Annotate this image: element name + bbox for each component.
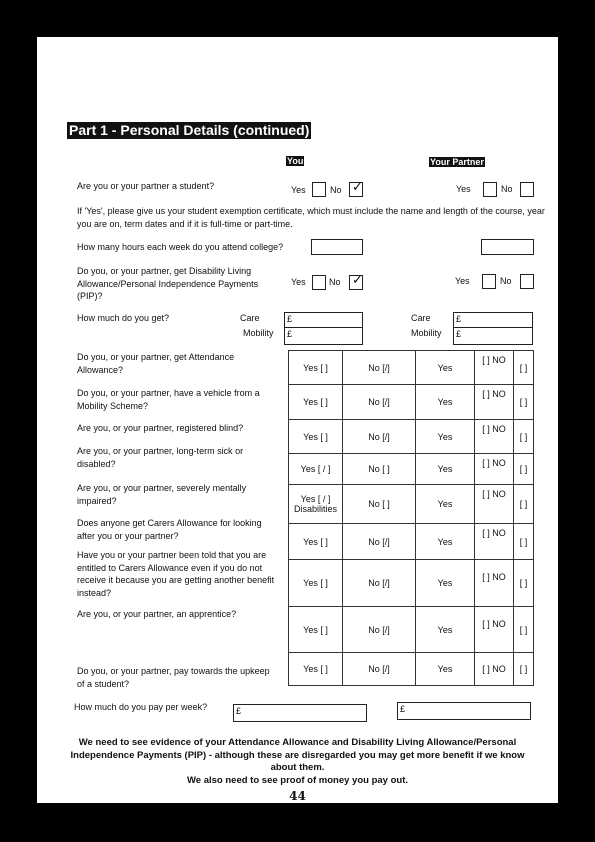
table-row <box>289 560 534 607</box>
you-dla-no-label: No <box>329 277 341 287</box>
partner-student-yes-label: Yes <box>456 184 471 194</box>
you-mobility-label: Mobility <box>243 328 274 338</box>
partner-box-cell[interactable]: [ ] <box>514 524 534 560</box>
partner-box-cell[interactable]: [ ] <box>514 351 534 385</box>
you-dla-yes-checkbox[interactable] <box>312 275 326 290</box>
partner-box-cell[interactable]: [ ] <box>514 420 534 454</box>
partner-care-amount-field[interactable]: £ <box>453 312 533 328</box>
form-page <box>37 37 558 803</box>
partner-dla-yes-checkbox[interactable] <box>482 274 496 289</box>
table-row <box>289 653 534 686</box>
partner-yes-cell: Yes <box>416 607 475 653</box>
question-college-hours: How many hours each week do you attend college? <box>77 242 284 252</box>
you-no-cell[interactable]: No [/] <box>343 351 416 385</box>
partner-no-cell[interactable]: [ ] NO <box>475 607 514 653</box>
partner-box-cell[interactable]: [ ] <box>514 560 534 607</box>
partner-box-cell[interactable]: [ ] <box>514 485 534 524</box>
partner-no-cell[interactable]: [ ] NO <box>475 351 514 385</box>
partner-box-cell[interactable]: [ ] <box>514 607 534 653</box>
partner-dla-no-checkbox[interactable] <box>520 274 534 289</box>
question-long-term-sick: Are you, or your partner, long-term sick or disabled? <box>77 446 244 469</box>
partner-yes-cell: Yes <box>416 454 475 485</box>
you-college-hours-field[interactable] <box>311 239 363 255</box>
partner-yes-cell: Yes <box>416 485 475 524</box>
partner-yes-cell: Yes <box>416 351 475 385</box>
table-row <box>289 351 534 385</box>
partner-yes-cell: Yes <box>416 524 475 560</box>
check-mark-icon: ✓ <box>352 179 363 194</box>
partner-no-cell[interactable]: [ ] NO <box>475 454 514 485</box>
question-attendance-allowance: Do you, or your partner, get Attendance Allowance? <box>77 352 235 375</box>
question-registered-blind: Are you, or your partner, registered blind? <box>77 423 244 433</box>
partner-yes-cell: Yes <box>416 385 475 420</box>
you-no-cell[interactable]: No [/] <box>343 560 416 607</box>
check-mark-icon: ✓ <box>352 272 363 287</box>
partner-mobility-amount-field[interactable]: £ <box>453 327 533 345</box>
partner-no-cell[interactable]: [ ] NO <box>475 524 514 560</box>
partner-dla-yes-label: Yes <box>455 276 470 286</box>
page-title: Part 1 - Personal Details (continued) <box>69 122 310 138</box>
you-yes-cell[interactable] <box>289 485 343 524</box>
evidence-notice-text: We need to see evidence of your Attendance Allowance and Disability Living Allowance/Personal Independence Payments (PIP) - although these are disregarded you may get more benefit if we know about them. <box>70 737 525 773</box>
question-how-much: How much do you get? <box>77 313 170 323</box>
page-number: 44 <box>289 789 306 803</box>
partner-student-no-checkbox[interactable] <box>520 182 534 197</box>
partner-yes-cell: Yes <box>416 560 475 607</box>
question-mentally-impaired: Are you, or your partner, severely mentally impaired? <box>77 483 247 506</box>
you-no-cell[interactable]: No [ ] <box>343 485 416 524</box>
you-no-cell[interactable]: No [/] <box>343 420 416 454</box>
question-apprentice: Are you, or your partner, an apprentice? <box>77 609 237 619</box>
partner-no-cell[interactable]: [ ] NO <box>475 653 514 686</box>
column-header-you: You <box>287 156 304 166</box>
you-yes-value: Yes [ / ] <box>300 494 331 504</box>
question-carers-entitled: Have you or your partner been told that you are entitled to Carers Allowance even if you do not receive it because you are getting another benefit instead? <box>77 550 275 598</box>
student-note: If 'Yes', please give us your student exemption certificate, which must include the name and length of the course, year you are on, term dates and if it is full-time or part-time. <box>77 206 545 229</box>
partner-no-cell[interactable]: [ ] NO <box>475 420 514 454</box>
you-no-cell[interactable]: No [/] <box>343 524 416 560</box>
answers-table <box>288 350 534 686</box>
you-student-yes-label: Yes <box>291 185 306 195</box>
you-yes-note: Disabilities <box>293 504 337 514</box>
table-row <box>289 420 534 454</box>
you-student-yes-checkbox[interactable] <box>312 182 326 197</box>
you-dla-yes-label: Yes <box>291 277 306 287</box>
partner-box-cell[interactable]: [ ] <box>514 385 534 420</box>
question-student: Are you or your partner a student? <box>77 181 215 191</box>
question-pay-per-week: How much do you pay per week? <box>74 702 208 712</box>
you-pay-per-week-field[interactable]: £ <box>233 704 367 722</box>
table-row <box>289 607 534 653</box>
column-header-partner: Your Partner <box>430 157 484 167</box>
you-yes-cell[interactable]: Yes [ ] <box>289 420 343 454</box>
you-no-cell[interactable]: No [/] <box>343 653 416 686</box>
question-student-upkeep: Do you, or your partner, pay towards the upkeep of a student? <box>77 666 270 689</box>
you-yes-cell[interactable]: Yes [ ] <box>289 653 343 686</box>
you-yes-cell[interactable]: Yes [ / ] <box>289 454 343 485</box>
you-care-amount-field[interactable]: £ <box>284 312 363 328</box>
you-student-no-checkbox[interactable] <box>349 179 363 197</box>
table-row <box>289 485 534 524</box>
you-mobility-amount-field[interactable]: £ <box>284 327 363 345</box>
question-dla-pip: Do you, or your partner, get Disability Living Allowance/Personal Independence Payments (PIP)? <box>77 266 259 301</box>
partner-dla-no-label: No <box>500 276 512 286</box>
table-row <box>289 385 534 420</box>
you-yes-cell[interactable]: Yes [ ] <box>289 385 343 420</box>
partner-no-cell[interactable]: [ ] NO <box>475 560 514 607</box>
evidence-notice <box>57 737 538 787</box>
partner-care-label: Care <box>411 313 431 323</box>
you-yes-cell[interactable]: Yes [ ] <box>289 560 343 607</box>
question-carers-allowance: Does anyone get Carers Allowance for looking after you or your partner? <box>77 518 262 541</box>
partner-no-cell[interactable]: [ ] NO <box>475 385 514 420</box>
you-no-cell[interactable]: No [/] <box>343 607 416 653</box>
partner-student-yes-checkbox[interactable] <box>483 182 497 197</box>
you-no-cell[interactable]: No [/] <box>343 385 416 420</box>
you-no-cell[interactable]: No [ ] <box>343 454 416 485</box>
you-yes-cell[interactable]: Yes [ ] <box>289 524 343 560</box>
you-student-no-label: No <box>330 185 342 195</box>
table-row <box>289 524 534 560</box>
partner-mobility-label: Mobility <box>411 328 442 338</box>
partner-box-cell[interactable]: [ ] <box>514 454 534 485</box>
partner-yes-cell: Yes <box>416 653 475 686</box>
you-yes-cell[interactable]: Yes [ ] <box>289 607 343 653</box>
you-care-label: Care <box>240 313 260 323</box>
partner-box-cell[interactable]: [ ] <box>514 653 534 686</box>
table-row <box>289 454 534 485</box>
partner-college-hours-field[interactable] <box>481 239 534 255</box>
you-dla-no-checkbox[interactable] <box>349 272 363 290</box>
partner-no-cell[interactable]: [ ] NO <box>475 485 514 524</box>
partner-student-no-label: No <box>501 184 513 194</box>
question-mobility-scheme: Do you, or your partner, have a vehicle from a Mobility Scheme? <box>77 388 260 411</box>
partner-yes-cell: Yes <box>416 420 475 454</box>
proof-notice-text: We also need to see proof of money you pay out. <box>187 774 408 786</box>
partner-pay-per-week-field[interactable]: £ <box>397 702 531 720</box>
you-yes-cell[interactable]: Yes [ ] <box>289 351 343 385</box>
